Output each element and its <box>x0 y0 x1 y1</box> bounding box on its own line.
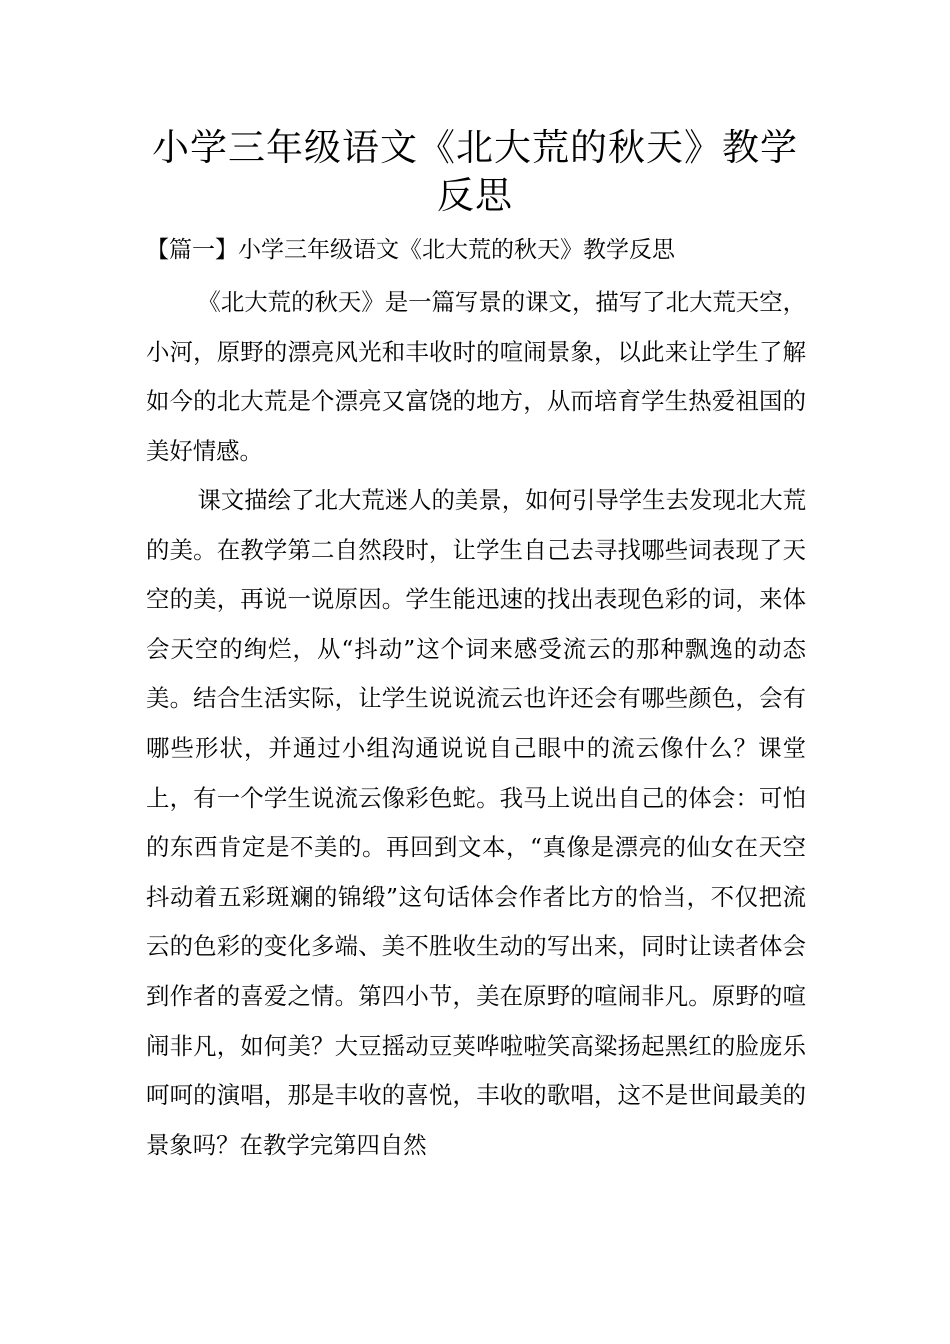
document-title: 小学三年级语文《北大荒的秋天》教学反思 <box>152 126 798 217</box>
section-heading: 【篇一】小学三年级语文《北大荒的秋天》教学反思 <box>146 237 675 263</box>
paragraph-1: 《北大荒的秋天》是一篇写景的课文，描写了北大荒天空，小河，原野的漂亮风光和丰收时的喧闹景象，以此来让学生了解如今的北大荒是个漂亮又富饶的地方，从而培育学生热爱祖国的美好情感。 <box>146 288 806 465</box>
paragraph-2: 课文描绘了北大荒迷人的美景，如何引导学生去发现北大荒的美。在教学第二自然段时，让学生自己去寻找哪些词表现了天空的美，再说一说原因。学生能迅速的找出表现色彩的词，来体会天空的绚烂，从“抖动”这个词来感受流云的那种飘逸的动态美。结合生活实际，让学生说说流云也许还会有哪些颜色，会有哪些形状，并通过小组沟通说说自己眼中的流云像什么？课堂上，有一个学生说流云像彩色蛇。我马上说出自己的体会：可怕的东西肯定是不美的。再回到文本，“真像是漂亮的仙女在天空抖动着五彩斑斓的锦缎”这句话体会作者比方的恰当，不仅把流云的色彩的变化多端、美不胜收生动的写出来，同时让读者体会到作者的喜爱之情。第四小节，美在原野的喧闹非凡。原野的喧闹非凡，如何美？大豆摇动豆荚哗啦啦笑高粱扬起黑红的脸庞乐呵呵的演唱，那是丰收的喜悦，丰收的歌唱，这不是世间最美的景象吗？在教学完第四自然 <box>146 486 806 1159</box>
